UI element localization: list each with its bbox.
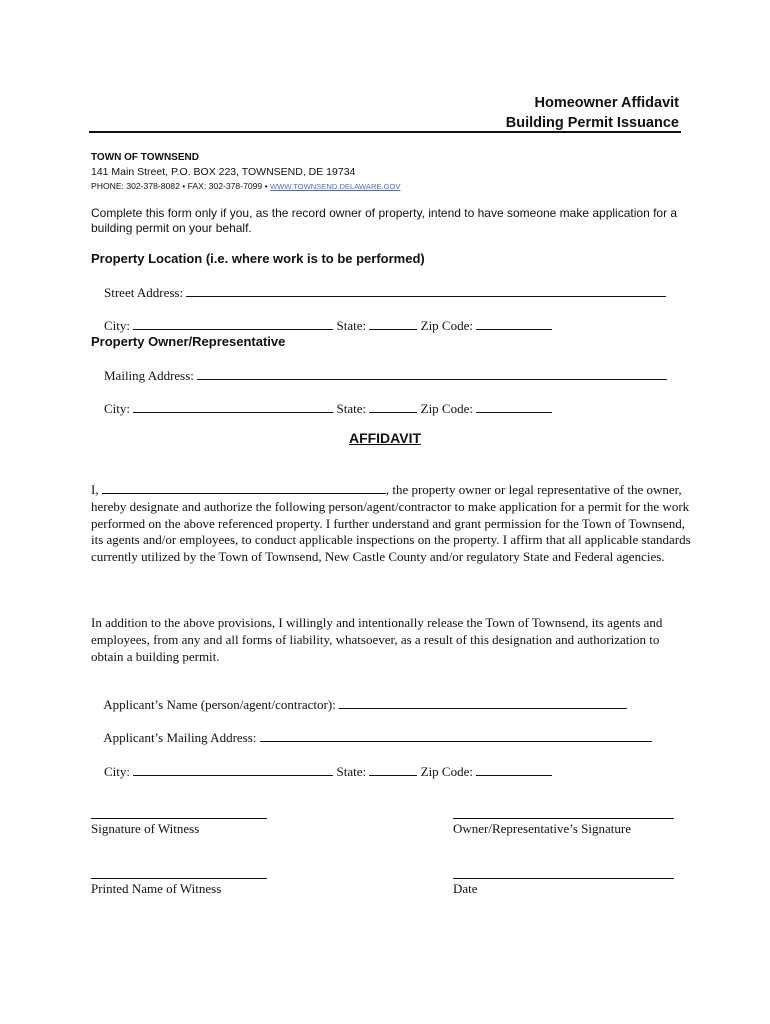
owner-city-field[interactable] bbox=[133, 400, 333, 413]
owner-state-field[interactable] bbox=[369, 400, 417, 413]
applicant-mailing-field[interactable] bbox=[260, 729, 652, 742]
location-zip-field[interactable] bbox=[476, 317, 552, 330]
property-location-heading: Property Location (i.e. where work is to be performed) bbox=[91, 251, 425, 266]
mailing-address-label: Mailing Address: bbox=[104, 368, 194, 383]
applicant-state-field[interactable] bbox=[369, 763, 417, 776]
state-label: State: bbox=[336, 401, 367, 416]
owner-mailing-field[interactable] bbox=[197, 367, 667, 380]
owner-city-row bbox=[91, 384, 552, 433]
affidavit-title: AFFIDAVIT bbox=[348, 430, 422, 446]
town-info bbox=[91, 151, 401, 194]
applicant-zip-field[interactable] bbox=[476, 763, 552, 776]
affidavit-paragraph-2: In addition to the above provisions, I willingly and intentionally release the Town of Townsend, its agents and employees, from any and all forms of liability, whatsoever, as a result of this designation and authorization to obtain a building permit. bbox=[91, 615, 663, 664]
town-phone: PHONE: 302-378-8082 • bbox=[91, 181, 186, 191]
street-address-label: Street Address: bbox=[104, 285, 184, 300]
property-owner-heading: Property Owner/Representative bbox=[91, 334, 286, 349]
zip-label: Zip Code: bbox=[420, 764, 473, 779]
witness-printed-name-label: Printed Name of Witness bbox=[91, 881, 222, 896]
intro-text: Complete this form only if you, as the record owner of property, intend to have someone make application for a building permit on your behalf. bbox=[91, 206, 678, 235]
applicant-city-field[interactable] bbox=[133, 763, 333, 776]
town-name: TOWN OF TOWNSEND bbox=[91, 152, 199, 163]
owner-signature-line[interactable] bbox=[453, 818, 674, 819]
date-label: Date bbox=[453, 881, 478, 896]
applicant-city-row bbox=[91, 747, 552, 796]
location-state-field[interactable] bbox=[369, 317, 417, 330]
witness-signature-line[interactable] bbox=[91, 818, 267, 819]
city-label: City: bbox=[104, 318, 131, 333]
town-address: 141 Main Street, P.O. BOX 223, TOWNSEND, DE 19734 bbox=[91, 166, 356, 178]
zip-label: Zip Code: bbox=[420, 401, 473, 416]
state-label: State: bbox=[336, 318, 367, 333]
city-label: City: bbox=[104, 401, 131, 416]
document-title bbox=[506, 93, 679, 133]
applicant-mailing-label: Applicant’s Mailing Address: bbox=[103, 730, 257, 745]
date-line[interactable] bbox=[453, 878, 674, 879]
city-label: City: bbox=[104, 764, 131, 779]
owner-zip-field[interactable] bbox=[476, 400, 552, 413]
town-website-link[interactable]: WWW.TOWNSEND.DELAWARE.GOV bbox=[269, 182, 401, 191]
affidavit-paragraph-1-text: , the property owner or legal representative of the owner, hereby designate and authorize the following person/agent/contractor to make application for a permit for the work performed on the above referenced property. I further understand and grant permission for the Town of Townsend, its agents and/or employees, to conduct applicable inspections on the property. I affirm that all applicable standards currently utilized by the Town of Townsend, New Castle County and/or regulatory State and Federal agencies. bbox=[91, 482, 691, 565]
witness-signature-label: Signature of Witness bbox=[91, 821, 200, 836]
affidavit-prefix: I, bbox=[91, 482, 99, 497]
town-fax: FAX: 302-378-7099 • bbox=[187, 181, 268, 191]
town-contact bbox=[91, 179, 401, 194]
street-address-field[interactable] bbox=[186, 284, 666, 297]
zip-label: Zip Code: bbox=[420, 318, 473, 333]
affidavit-paragraph-1 bbox=[91, 481, 691, 566]
location-city-field[interactable] bbox=[133, 317, 333, 330]
applicant-name-label: Applicant’s Name (person/agent/contractor): bbox=[103, 697, 336, 712]
witness-printed-name-line[interactable] bbox=[91, 878, 267, 879]
state-label: State: bbox=[336, 764, 367, 779]
title-line-1: Homeowner Affidavit bbox=[534, 95, 679, 111]
title-divider bbox=[89, 131, 681, 133]
declarant-name-field[interactable] bbox=[102, 481, 386, 494]
applicant-name-field[interactable] bbox=[339, 696, 627, 709]
title-line-2: Building Permit Issuance bbox=[505, 115, 679, 131]
owner-signature-label: Owner/Representative’s Signature bbox=[453, 821, 631, 836]
